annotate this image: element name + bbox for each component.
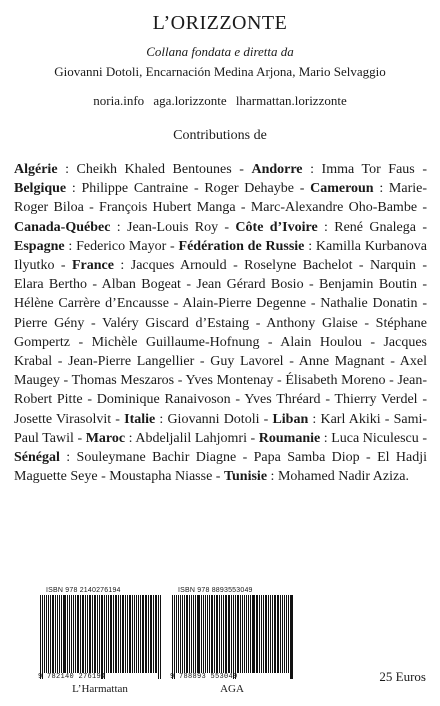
country-name: Espagne (14, 238, 65, 254)
barcode-bar (240, 595, 241, 673)
barcode-bar (77, 595, 79, 673)
barcode-bar (235, 595, 237, 679)
barcode-bar (73, 595, 74, 673)
barcode-bar (52, 595, 54, 673)
barcode-bar (44, 595, 45, 673)
barcode-bar (125, 595, 126, 673)
barcode-bar (57, 595, 59, 673)
country-name: Belgique (14, 181, 67, 197)
barcode-bar (209, 595, 211, 673)
barcode-bar (184, 595, 185, 673)
collection-title: L’ORIZZONTE (152, 12, 288, 34)
barcode-bar (252, 595, 253, 673)
barcode-bar (225, 595, 227, 673)
barcode-bar (223, 595, 225, 673)
barcode-bar (87, 595, 88, 673)
barcode-bar (278, 595, 279, 673)
barcode-bar (106, 595, 107, 673)
barcode-bar (129, 595, 131, 673)
country-name: Roumanie (258, 430, 321, 446)
barcode-bar (172, 595, 173, 679)
barcode-bar (282, 595, 283, 673)
contributions-heading: Contributions de (173, 128, 267, 143)
barcode-bar (191, 595, 193, 673)
barcode-bar (207, 595, 208, 673)
contributor-names: Jean-Louis Roy (127, 219, 219, 235)
contributor-names: Marie-Roger Biloa - François Hubert Manga - Marc-Alexandre Oho-Bambe (14, 181, 428, 216)
contributor-names: Abdeljalil Lahjomri (135, 430, 247, 446)
contributor-names: Federico Mayor (76, 238, 167, 254)
barcode-bar (256, 595, 258, 673)
barcode-bar (195, 595, 196, 673)
barcode-bar (143, 595, 144, 673)
barcode-bar (160, 595, 161, 679)
barcode-bar (75, 595, 77, 673)
barcode-bar (233, 595, 234, 679)
barcode-bar (155, 595, 156, 673)
isbn-label: ISBN 978 2140276194 (46, 587, 121, 594)
barcode-bar (261, 595, 262, 673)
barcode-bar (142, 595, 143, 673)
barcode-bar (242, 595, 244, 673)
barcode-bar (46, 595, 47, 673)
contributor-names: Philippe Cantraine - Roger Dehaybe (81, 181, 294, 197)
barcode-bar (246, 595, 247, 673)
website-harmattan[interactable]: lharmattan.lorizzonte (235, 93, 347, 108)
barcode-bar (237, 595, 239, 673)
contributor-names: Cheikh Khaled Bentounes (76, 162, 232, 177)
barcode-bar (115, 595, 116, 673)
barcode-bar (201, 595, 203, 673)
barcode-bar (113, 595, 114, 673)
barcode-digits: 9 788893 553049 (170, 673, 288, 681)
barcode-bar (248, 595, 249, 673)
barcode-bar (50, 595, 51, 673)
barcode-bar (244, 595, 245, 673)
barcode-bar (59, 595, 60, 673)
barcode-bar (99, 595, 100, 673)
contributions-list: Algérie : Cheikh Khaled Bentounes - Andorre : Imma Tor Faus - Belgique : Philippe Cantraine - Roger Dehaybe - Cameroun : Marie-Roger Biloa - François Hubert Manga - Marc-Alexandre Oho-Bambe - Canada-Québec : Jean-Louis Roy - Côte d’Ivoire : René Gnalega - Espagne : Federico Mayor - Fédération de Russie : Kamilla Kurbanova Ilyutko - France : Jacques Arnould - Roselyne Bachelot - Narquin - Elara Bertho - Alban Bogeat - Jean Gérard Bosio - Benjamin Boutin - Hélène Carrère d’Encausse - Alain-Pierre Degenne - Nathalie Donatin - Pierre Gény - Valéry Giscard d’Estaing - Anthony Glaise - Stéphane Gompertz - Michèle Guillaume-Hofnung - Alain Houlou - Jacques Krabal - Jean-Pierre Langellier - Guy Lavorel - Anne Magnant - Axel Maugey - Thomas Meszaros - Yves Montenay - Élisabeth Moreno - Jean-Robert Pitte - Dominique Ranaivoson - Yves Thréard - Thierry Verdel - Josette Virasolvit - Italie : Giovanni Dotoli - Liban : Karl Akiki - Sami-Paul Tawil - Maroc : Abdeljalil Lahjomri - Roumanie : Luca Niculescu - Sénégal : Souleymane Bachir Diagne - Papa Samba Diop - El Hadji Maguette Seye - Moustapha Niasse - Tunisie : Mohamed Nadir Aziza. (14, 162, 428, 485)
barcode-bar (104, 595, 106, 679)
barcode-bar (272, 595, 273, 673)
barcode-bar (277, 595, 278, 673)
barcode-bar (40, 595, 41, 679)
country-name: Tunisie (223, 469, 268, 485)
website-aga[interactable]: aga.lorizzonte (153, 93, 227, 108)
barcode-bar (268, 595, 269, 673)
barcode-bar (61, 595, 62, 673)
barcode-icon (38, 595, 162, 679)
barcode-bar (231, 595, 232, 673)
price-label: 25 Euros (379, 669, 426, 684)
contributor-names: Imma Tor Faus (321, 162, 415, 177)
barcode-bar (280, 595, 281, 673)
barcode-bar (120, 595, 122, 673)
barcode-bar (158, 595, 160, 679)
barcode-bar (221, 595, 222, 673)
barcode-bar (55, 595, 56, 673)
contributor-names: Jacques Arnould - Roselyne Bachelot - Narquin - Elara Bertho - Alban Bogeat - Jean Gérard Bosio - Benjamin Boutin - Hélène Carrère d’Encausse - Alain-Pierre Degenne - Nathalie Donatin - Pierre Gény - Valéry Giscard d’Estaing - Anthony Glaise - Stéphane Gompertz - Michèle Guillaume-Hofnung - Alain Houlou - Jacques Krabal - Jean-Pierre Langellier - Guy Lavorel - Anne Magnant - Axel Maugey - Thomas Meszaros - Yves Montenay - Élisabeth Moreno - Jean-Robert Pitte - Dominique Ranaivoson - Yves Thréard - Thierry Verdel - Josette Virasolvit (14, 258, 428, 427)
country-name: Liban (272, 411, 309, 427)
barcode-bar (216, 595, 218, 673)
publisher-label: AGA (220, 683, 244, 695)
barcode-bar (259, 595, 260, 673)
barcode-bar (71, 595, 72, 673)
barcode-bar (48, 595, 50, 673)
barcode-bar (290, 595, 291, 679)
barcode-bar (63, 595, 64, 673)
barcode-bar (275, 595, 276, 673)
barcode-bar (101, 595, 103, 679)
contributor-names: Luca Niculescu (331, 430, 419, 446)
country-name: Canada-Québec (14, 219, 111, 235)
barcode-bar (110, 595, 111, 673)
barcode-bar (127, 595, 128, 673)
barcode-bar (138, 595, 139, 673)
barcode-bar (122, 595, 124, 673)
barcode-bar (274, 595, 275, 673)
barcode-bar (193, 595, 194, 673)
barcode-bar (182, 595, 184, 673)
barcode-bar (146, 595, 147, 673)
collection-subtitle: Collana fondata e diretta da (146, 44, 294, 59)
barcode-bar (69, 595, 70, 673)
barcode-bar (214, 595, 215, 673)
collection-websites (0, 93, 440, 109)
isbn-label: ISBN 978 8893553049 (178, 587, 253, 594)
barcode-bar (156, 595, 157, 673)
barcode-block-harmattan (38, 587, 162, 695)
barcode-bar (253, 595, 255, 673)
barcode-bar (80, 595, 81, 673)
contributor-names: Mohamed Nadir Aziza (277, 469, 406, 485)
website-noria[interactable]: noria.info (93, 93, 145, 108)
country-name: Sénégal (14, 450, 60, 466)
barcode-bar (205, 595, 206, 673)
country-name: France (72, 258, 114, 274)
barcode-bar (132, 595, 133, 673)
barcode-bar (153, 595, 154, 673)
country-name: Fédération de Russie (178, 238, 305, 254)
barcode-bar (108, 595, 110, 673)
country-name: Andorre (251, 162, 303, 177)
barcode-bar (203, 595, 204, 673)
barcode-bar (92, 595, 94, 673)
barcode-bar (186, 595, 188, 673)
barcode-bar (178, 595, 179, 673)
barcode-bar (284, 595, 286, 673)
barcode-bar (150, 595, 152, 673)
barcode-bar (270, 595, 271, 673)
barcode-bar (67, 595, 69, 673)
contributor-names: René Gnalega (334, 219, 416, 235)
barcode-bar (145, 595, 146, 673)
barcode-bar (85, 595, 87, 673)
barcode-bar (134, 595, 135, 673)
contributor-names: Souleymane Bachir Diagne - Papa Samba Diop - El Hadji Maguette Seye - Moustapha Niasse (14, 450, 428, 485)
barcode-bar (286, 595, 287, 673)
barcode-bar (291, 595, 293, 679)
barcode-bar (250, 595, 251, 673)
barcode-bar (118, 595, 119, 673)
barcode-bar (42, 595, 43, 679)
barcode-bar (219, 595, 221, 673)
barcode-bar (176, 595, 177, 673)
barcode-bar (82, 595, 84, 673)
barcode-bar (228, 595, 230, 673)
barcode-bar (64, 595, 65, 673)
barcode-block-aga (170, 587, 294, 695)
barcode-bar (265, 595, 266, 673)
country-name: Maroc (85, 430, 126, 446)
barcode-bar (89, 595, 91, 673)
country-name: Cameroun (310, 181, 374, 197)
barcode-icon (170, 595, 294, 679)
contributor-names: Kamilla Kurbanova Ilyutko (14, 238, 428, 274)
barcode-bar (263, 595, 265, 673)
barcode-bar (197, 595, 198, 673)
publisher-label: L’Harmattan (72, 683, 128, 695)
contributor-names: Giovanni Dotoli (167, 411, 260, 427)
barcode-digits: 9 782140 276194 (38, 673, 156, 681)
barcode-bar (116, 595, 117, 673)
barcode-bar (174, 595, 175, 679)
barcode-bar (136, 595, 137, 673)
barcode-bar (288, 595, 289, 673)
barcode-bar (94, 595, 96, 673)
country-name: Algérie (14, 162, 58, 177)
country-name: Côte d’Ivoire (235, 219, 318, 235)
barcode-bar (198, 595, 199, 673)
barcode-bar (189, 595, 190, 673)
barcode-bar (140, 595, 141, 673)
collection-editors: Giovanni Dotoli, Encarnación Medina Arjona, Mario Selvaggio (54, 64, 386, 79)
barcode-bar (180, 595, 181, 673)
country-name: Italie (124, 411, 156, 427)
barcode-bar (211, 595, 213, 673)
contributor-names: Karl Akiki - Sami-Paul Tawil (14, 411, 428, 446)
barcode-bar (148, 595, 149, 673)
barcode-bar (97, 595, 98, 673)
